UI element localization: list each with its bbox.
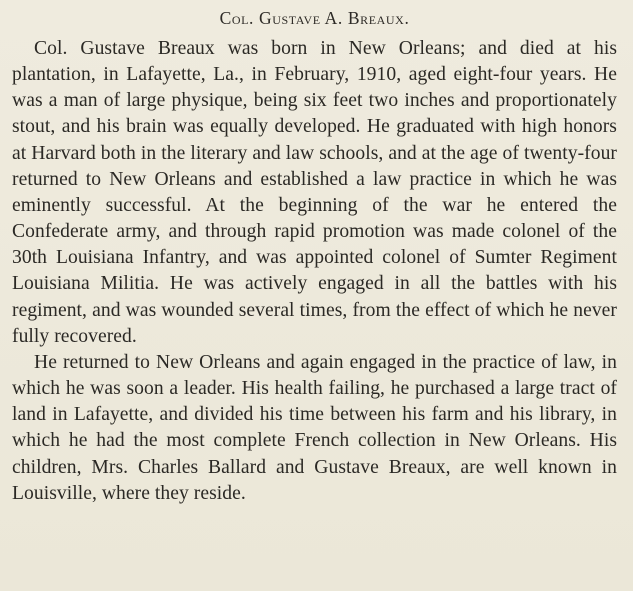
article-title: Col. Gustave A. Breaux. xyxy=(219,8,410,28)
paragraph-biography: Col. Gustave Breaux was born in New Orleans; and died at his plantation, in Lafayette, La., in February, 1910, aged eight-four years. He was a man of large physique, being six feet two inches and proportionately stout, and his brain was equally developed. He graduated with high honors at Harvard both in the literary and law schools, and at the age of twenty-four returned to New Orleans and established a law practice in which he was eminently successful. At the beginning of the war he entered the Confederate army, and through rapid promotion was made colonel of the 30th Louisiana Infantry, and was appointed colonel of Sumter Regiment Louisiana Militia. He was actively engaged in all the battles with his regiment, and was wounded several times, from the effect of which he never fully recovered. xyxy=(12,38,617,347)
paragraph-later-life: He returned to New Orleans and again engaged in the practice of law, in which he was soon a leader. His health failing, he purchased a large tract of land in Lafayette, and divided his time between his farm and his library, in which he had the most complete French collection in New Orleans. His children, Mrs. Charles Ballard and Gustave Breaux, are well known in Louisville, where they reside. xyxy=(12,351,617,504)
